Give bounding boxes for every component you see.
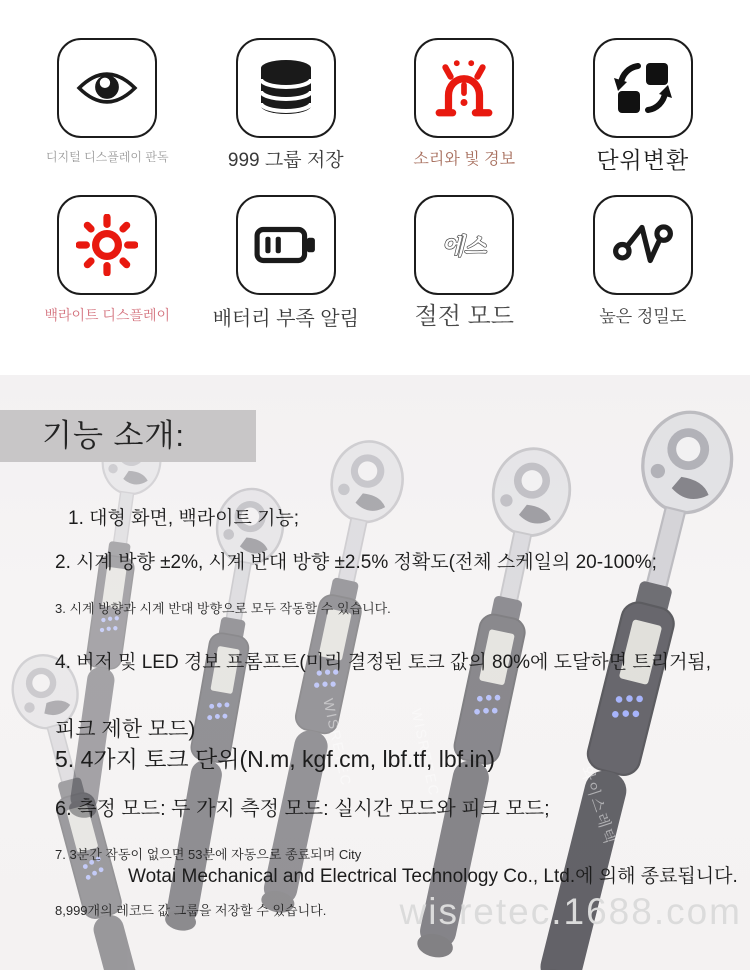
feature-item-backlight — [18, 195, 197, 330]
icon-box — [236, 195, 336, 295]
icon-box — [414, 195, 514, 295]
feature-line-6: 6. 측정 모드: 두 가지 측정 모드: 실시간 모드와 피크 모드; — [55, 798, 550, 820]
icon-box — [57, 195, 157, 295]
feature-item-high-precision — [554, 195, 733, 330]
feature-line-1: 1. 대형 화면, 백라이트 기능; — [68, 508, 300, 529]
alarm-light-icon — [433, 58, 495, 118]
feature-label: 배터리 부족 알림 — [212, 308, 359, 331]
feature-label: 소리와 빛 경보 — [413, 151, 516, 168]
section-title: 기능 소개: — [0, 410, 256, 462]
unit-convert-icon — [613, 58, 673, 118]
feature-label: 절전 모드 — [414, 303, 514, 331]
feature-line-5: 5. 4가지 토크 단위(N.m, kgf.cm, lbf.tf, lbf.in) — [55, 746, 496, 772]
feature-item-sound-light-alarm — [375, 38, 554, 173]
feature-item-unit-convert — [554, 38, 733, 173]
high-precision-icon — [612, 214, 674, 276]
icon-box — [57, 38, 157, 138]
photo-brand-watermark-kr: 와이스레텍 — [576, 763, 619, 848]
feature-label: 단위변환 — [596, 147, 690, 173]
photo-brand-watermark: WISRETEC — [320, 697, 355, 789]
feature-line-8: 8,999개의 레코드 값 그룹을 저장할 수 있습니다. — [55, 903, 327, 918]
feature-line-7: 7. 3분간 작동이 없으면 53분에 자동으로 종료되며 City — [55, 847, 362, 862]
feature-label: 디지털 디스플레이 판독 — [45, 150, 169, 164]
eye-icon — [76, 65, 138, 111]
feature-grid-section — [0, 0, 750, 375]
intro-section — [0, 375, 750, 970]
icon-box — [593, 38, 693, 138]
feature-label: 높은 정밀도 — [599, 307, 687, 327]
backlight-icon — [76, 214, 138, 276]
battery-low-icon — [254, 223, 318, 267]
feature-item-power-save — [375, 195, 554, 330]
feature-label: 999 그룹 저장 — [227, 150, 344, 171]
feature-line-3: 3. 시계 방향과 시계 반대 방향으로 모두 작동할 수 있습니다. — [55, 601, 391, 616]
database-icon — [256, 58, 316, 118]
site-watermark: wisretec.1688.com — [399, 891, 742, 932]
feature-item-battery-low — [197, 195, 376, 330]
feature-line-2: 2. 시계 방향 ±2%, 시계 반대 방향 ±2.5% 정확도(전체 스케일의 20-100%; — [55, 552, 657, 573]
power-save-icon-text: 에스 — [442, 233, 487, 260]
feature-item-digital-display — [18, 38, 197, 173]
feature-label: 백라이트 디스플레이 — [44, 307, 171, 324]
feature-line-4: 4. 버저 및 LED 경보 프롬프트(미리 결정된 토크 값의 80%에 도달하면 트리거됨, — [55, 652, 712, 673]
power-save-icon — [429, 221, 499, 269]
icon-box — [414, 38, 514, 138]
icon-box — [593, 195, 693, 295]
feature-item-group-save — [197, 38, 376, 173]
photo-brand-watermark: WISRETEC — [408, 707, 443, 799]
feature-line-7b: Wotai Mechanical and Electrical Technology Co., Ltd.에 의해 종료됩니다. — [128, 866, 738, 887]
feature-line-4b: 피크 제한 모드) — [55, 718, 196, 741]
icon-box — [236, 38, 336, 138]
